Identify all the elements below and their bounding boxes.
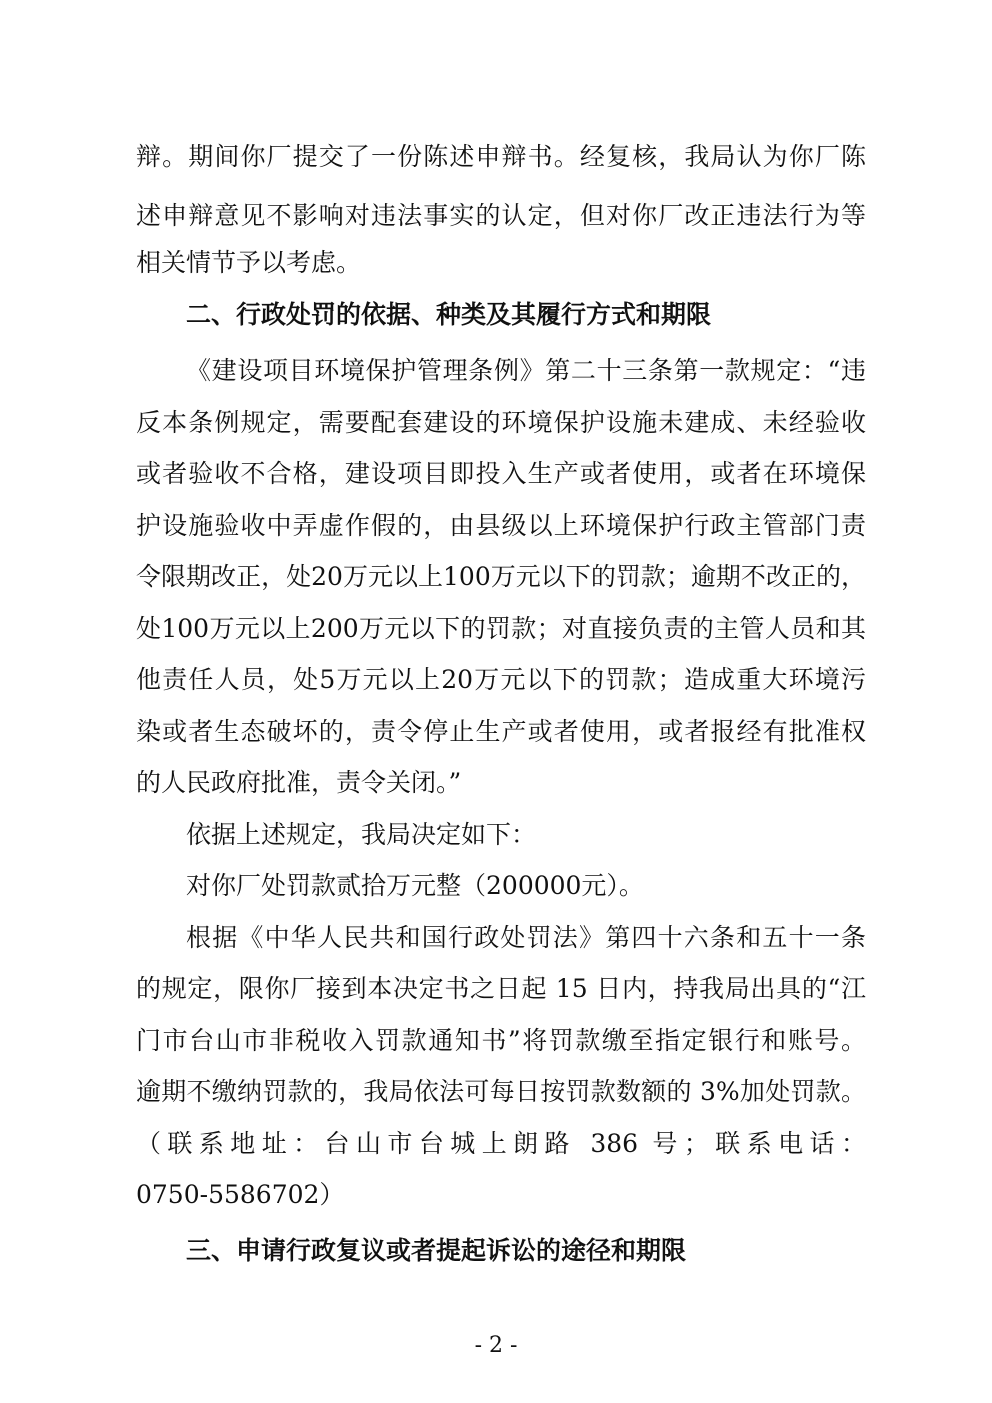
paragraph-line: 的人民政府批准，责令关闭。” (136, 768, 462, 797)
paragraph-line: 《建设项目环境保护管理条例》第二十三条第一款规定：“违 (186, 356, 866, 385)
paragraph-line: 或者验收不合格，建设项目即投入生产或者使用，或者在环境保 (136, 459, 866, 488)
section-heading-2: 二、行政处罚的依据、种类及其履行方式和期限 (186, 300, 712, 329)
paragraph-line: 根据《中华人民共和国行政处罚法》第四十六条和五十一条 (186, 923, 866, 952)
contact-phone-line: 0750-5586702） (136, 1180, 345, 1209)
penalty-decision: 对你厂处罚款贰拾万元整（200000元）。 (186, 871, 644, 900)
paragraph-line: 依据上述规定，我局决定如下： (186, 820, 537, 849)
paragraph-line: 相关情节予以考虑。 (136, 248, 362, 277)
section-heading-3: 三、申请行政复议或者提起诉讼的途径和期限 (186, 1236, 687, 1265)
paragraph-line: 述申辩意见不影响对违法事实的认定，但对你厂改正违法行为等 (136, 201, 866, 230)
paragraph-line: 令限期改正，处20万元以上100万元以下的罚款；逾期不改正的， (136, 562, 866, 591)
paragraph-line: 辩。期间你厂提交了一份陈述申辩书。经复核，我局认为你厂陈 (136, 142, 866, 171)
paragraph-line: 处100万元以上200万元以下的罚款；对直接负责的主管人员和其 (136, 614, 866, 643)
paragraph-line: 染或者生态破坏的，责令停止生产或者使用，或者报经有批准权 (136, 717, 866, 746)
paragraph-line: 门市台山市非税收入罚款通知书”将罚款缴至指定银行和账号。 (136, 1026, 866, 1055)
paragraph-line: 逾期不缴纳罚款的，我局依法可每日按罚款数额的 3%加处罚款。 (136, 1077, 866, 1106)
page-number: - 2 - (474, 1333, 518, 1358)
paragraph-line: 的规定，限你厂接到本决定书之日起 15 日内，持我局出具的“江 (136, 974, 866, 1003)
paragraph-line: 反本条例规定，需要配套建设的环境保护设施未建成、未经验收 (136, 408, 866, 437)
paragraph-line: 他责任人员，处5万元以上20万元以下的罚款；造成重大环境污 (136, 665, 866, 694)
paragraph-line: 护设施验收中弄虚作假的，由县级以上环境保护行政主管部门责 (136, 511, 866, 540)
contact-address-line: （联系地址：台山市台城上朗路 386 号；联系电话： (136, 1129, 866, 1158)
